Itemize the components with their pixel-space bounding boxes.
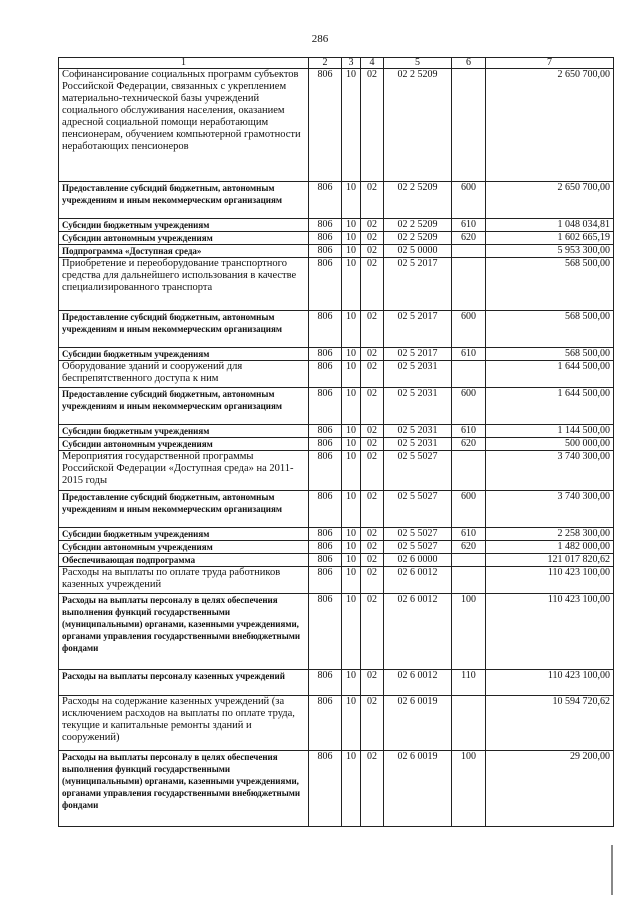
row-code-target: 02 5 0000 (384, 245, 452, 258)
row-code-target: 02 6 0000 (384, 554, 452, 567)
row-amount: 10 594 720,62 (486, 696, 614, 751)
col-header-2: 2 (309, 58, 342, 69)
row-code-section: 10 (342, 696, 361, 751)
row-code-target: 02 5 2017 (384, 311, 452, 348)
row-code-target: 02 6 0012 (384, 670, 452, 696)
row-amount: 2 258 300,00 (486, 528, 614, 541)
table-header-row (59, 58, 614, 69)
row-name: Подпрограмма «Доступная среда» (59, 245, 309, 258)
row-code-expense-type: 620 (452, 541, 486, 554)
row-code-expense-type: 100 (452, 751, 486, 827)
row-amount: 1 048 034,81 (486, 219, 614, 232)
row-code-ministry: 806 (309, 348, 342, 361)
row-code-expense-type: 600 (452, 491, 486, 528)
row-code-subsection: 02 (361, 594, 384, 670)
row-code-ministry: 806 (309, 388, 342, 425)
table-row (59, 311, 614, 348)
row-amount: 2 650 700,00 (486, 182, 614, 219)
col-header-1: 1 (59, 58, 309, 69)
table-row (59, 182, 614, 219)
table-row (59, 425, 614, 438)
table-body (59, 69, 614, 827)
row-name: Софинансирование социальных программ субъектов Российской Федерации, связанных с укреплением материально-технической базы учреждений социального обслуживания населения, оказанием адресной социальной помощи неработающим пенсионерам, обучением компьютерной грамотности неработающих пенсионеров (59, 69, 309, 182)
row-code-target: 02 6 0019 (384, 696, 452, 751)
row-code-target: 02 5 2031 (384, 425, 452, 438)
row-code-section: 10 (342, 388, 361, 425)
page-number: 286 (311, 33, 329, 45)
row-code-section: 10 (342, 311, 361, 348)
row-amount: 29 200,00 (486, 751, 614, 827)
row-code-expense-type: 600 (452, 311, 486, 348)
row-amount: 568 500,00 (486, 258, 614, 311)
row-name: Расходы на содержание казенных учреждений (за исключением расходов на выплаты по оплате труда, текущие и капитальные ремонты зданий и сооружений) (59, 696, 309, 751)
row-code-subsection: 02 (361, 554, 384, 567)
table-row (59, 69, 614, 182)
row-code-subsection: 02 (361, 567, 384, 594)
row-code-section: 10 (342, 541, 361, 554)
row-code-section: 10 (342, 219, 361, 232)
row-code-ministry: 806 (309, 567, 342, 594)
row-code-section: 10 (342, 245, 361, 258)
row-code-subsection: 02 (361, 670, 384, 696)
row-name: Мероприятия государственной программы Российской Федерации «Доступная среда» на 2011-2015 годы (59, 451, 309, 491)
table-row (59, 541, 614, 554)
table-row (59, 554, 614, 567)
row-code-target: 02 5 5027 (384, 451, 452, 491)
row-code-section: 10 (342, 491, 361, 528)
row-code-section: 10 (342, 670, 361, 696)
table-row (59, 751, 614, 827)
row-code-expense-type (452, 567, 486, 594)
row-amount: 5 953 300,00 (486, 245, 614, 258)
row-code-ministry: 806 (309, 258, 342, 311)
row-name: Субсидии бюджетным учреждениям (59, 219, 309, 232)
row-name: Оборудование зданий и сооружений для беспрепятственного доступа к ним (59, 361, 309, 388)
row-code-subsection: 02 (361, 388, 384, 425)
row-code-ministry: 806 (309, 438, 342, 451)
row-code-ministry: 806 (309, 751, 342, 827)
row-code-target: 02 5 5027 (384, 491, 452, 528)
row-code-section: 10 (342, 567, 361, 594)
row-amount: 1 644 500,00 (486, 361, 614, 388)
row-code-target: 02 2 5209 (384, 69, 452, 182)
row-code-expense-type: 600 (452, 182, 486, 219)
row-amount: 1 482 000,00 (486, 541, 614, 554)
row-code-subsection: 02 (361, 751, 384, 827)
row-code-target: 02 5 2017 (384, 258, 452, 311)
row-code-target: 02 6 0019 (384, 751, 452, 827)
row-code-ministry: 806 (309, 491, 342, 528)
row-name: Обеспечивающая подпрограмма (59, 554, 309, 567)
table-row (59, 594, 614, 670)
row-code-section: 10 (342, 361, 361, 388)
table-row (59, 528, 614, 541)
row-name: Субсидии автономным учреждениям (59, 438, 309, 451)
row-code-subsection: 02 (361, 361, 384, 388)
row-code-expense-type: 610 (452, 348, 486, 361)
col-header-5: 5 (384, 58, 452, 69)
row-code-ministry: 806 (309, 670, 342, 696)
row-code-ministry: 806 (309, 541, 342, 554)
row-name: Субсидии бюджетным учреждениям (59, 528, 309, 541)
row-code-ministry: 806 (309, 554, 342, 567)
row-code-ministry: 806 (309, 594, 342, 670)
row-code-expense-type: 600 (452, 388, 486, 425)
row-code-target: 02 2 5209 (384, 182, 452, 219)
row-code-subsection: 02 (361, 528, 384, 541)
row-amount: 1 602 665,19 (486, 232, 614, 245)
row-code-target: 02 5 2017 (384, 348, 452, 361)
row-code-target: 02 5 2031 (384, 438, 452, 451)
row-code-subsection: 02 (361, 348, 384, 361)
row-code-section: 10 (342, 348, 361, 361)
col-header-7: 7 (486, 58, 614, 69)
row-code-expense-type (452, 69, 486, 182)
row-code-target: 02 5 2031 (384, 388, 452, 425)
row-code-section: 10 (342, 751, 361, 827)
row-code-ministry: 806 (309, 232, 342, 245)
row-code-subsection: 02 (361, 311, 384, 348)
row-code-subsection: 02 (361, 451, 384, 491)
row-code-expense-type (452, 258, 486, 311)
row-code-expense-type (452, 361, 486, 388)
row-amount: 3 740 300,00 (486, 491, 614, 528)
row-code-section: 10 (342, 182, 361, 219)
row-code-ministry: 806 (309, 528, 342, 541)
table-row (59, 348, 614, 361)
row-amount: 1 144 500,00 (486, 425, 614, 438)
row-name: Предоставление субсидий бюджетным, автономным учреждениям и иным некоммерческим организациям (59, 491, 309, 528)
row-code-target: 02 2 5209 (384, 219, 452, 232)
row-amount: 110 423 100,00 (486, 670, 614, 696)
row-code-expense-type (452, 554, 486, 567)
row-name: Субсидии автономным учреждениям (59, 232, 309, 245)
row-code-section: 10 (342, 425, 361, 438)
row-code-target: 02 2 5209 (384, 232, 452, 245)
table-row (59, 491, 614, 528)
row-name: Расходы на выплаты персоналу в целях обеспечения выполнения функций государственными (муниципальными) органами, казенными учреждениями, органами управления государственными внебюджетными фондами (59, 751, 309, 827)
row-code-subsection: 02 (361, 258, 384, 311)
row-amount: 2 650 700,00 (486, 69, 614, 182)
row-amount: 110 423 100,00 (486, 594, 614, 670)
row-code-subsection: 02 (361, 438, 384, 451)
row-code-target: 02 5 2031 (384, 361, 452, 388)
row-amount: 568 500,00 (486, 311, 614, 348)
col-header-4: 4 (361, 58, 384, 69)
row-code-subsection: 02 (361, 245, 384, 258)
table-row (59, 670, 614, 696)
table-row (59, 219, 614, 232)
row-name: Субсидии бюджетным учреждениям (59, 348, 309, 361)
row-amount: 568 500,00 (486, 348, 614, 361)
row-amount: 110 423 100,00 (486, 567, 614, 594)
table-row (59, 245, 614, 258)
margin-mark (611, 845, 613, 895)
row-name: Предоставление субсидий бюджетным, автономным учреждениям и иным некоммерческим организациям (59, 388, 309, 425)
row-code-subsection: 02 (361, 696, 384, 751)
row-name: Расходы на выплаты персоналу казенных учреждений (59, 670, 309, 696)
col-header-3: 3 (342, 58, 361, 69)
row-code-target: 02 6 0012 (384, 594, 452, 670)
row-code-subsection: 02 (361, 232, 384, 245)
row-code-target: 02 6 0012 (384, 567, 452, 594)
row-code-expense-type: 110 (452, 670, 486, 696)
row-code-ministry: 806 (309, 311, 342, 348)
table-row (59, 232, 614, 245)
row-code-subsection: 02 (361, 491, 384, 528)
row-code-section: 10 (342, 258, 361, 311)
table-row (59, 438, 614, 451)
row-code-ministry: 806 (309, 219, 342, 232)
row-code-section: 10 (342, 232, 361, 245)
table-row (59, 451, 614, 491)
row-name: Предоставление субсидий бюджетным, автономным учреждениям и иным некоммерческим организациям (59, 311, 309, 348)
row-name: Субсидии автономным учреждениям (59, 541, 309, 554)
row-code-expense-type (452, 696, 486, 751)
row-code-expense-type: 620 (452, 232, 486, 245)
row-code-section: 10 (342, 528, 361, 541)
row-amount: 121 017 820,62 (486, 554, 614, 567)
table-row (59, 567, 614, 594)
row-code-section: 10 (342, 438, 361, 451)
row-name: Расходы на выплаты персоналу в целях обеспечения выполнения функций государственными (муниципальными) органами, казенными учреждениями, органами управления государственными внебюджетными фондами (59, 594, 309, 670)
row-amount: 3 740 300,00 (486, 451, 614, 491)
row-code-subsection: 02 (361, 182, 384, 219)
row-code-section: 10 (342, 594, 361, 670)
row-name: Субсидии бюджетным учреждениям (59, 425, 309, 438)
row-code-ministry: 806 (309, 245, 342, 258)
row-code-subsection: 02 (361, 219, 384, 232)
row-name: Приобретение и переоборудование транспортного средства для дальнейшего использования в качестве специализированного транспорта (59, 258, 309, 311)
row-code-subsection: 02 (361, 69, 384, 182)
row-code-target: 02 5 5027 (384, 528, 452, 541)
row-code-expense-type: 610 (452, 425, 486, 438)
row-code-ministry: 806 (309, 69, 342, 182)
row-code-section: 10 (342, 69, 361, 182)
row-amount: 500 000,00 (486, 438, 614, 451)
row-code-ministry: 806 (309, 451, 342, 491)
row-code-target: 02 5 5027 (384, 541, 452, 554)
row-amount: 1 644 500,00 (486, 388, 614, 425)
row-code-ministry: 806 (309, 696, 342, 751)
row-code-expense-type: 620 (452, 438, 486, 451)
table-row (59, 361, 614, 388)
budget-table (58, 57, 614, 827)
row-name: Расходы на выплаты по оплате труда работников казенных учреждений (59, 567, 309, 594)
row-code-subsection: 02 (361, 425, 384, 438)
row-code-expense-type: 100 (452, 594, 486, 670)
table-row (59, 388, 614, 425)
row-code-expense-type: 610 (452, 528, 486, 541)
row-code-ministry: 806 (309, 182, 342, 219)
row-code-ministry: 806 (309, 361, 342, 388)
row-code-section: 10 (342, 554, 361, 567)
col-header-6: 6 (452, 58, 486, 69)
table-row (59, 696, 614, 751)
row-code-expense-type (452, 451, 486, 491)
row-code-ministry: 806 (309, 425, 342, 438)
row-code-section: 10 (342, 451, 361, 491)
row-code-subsection: 02 (361, 541, 384, 554)
row-name: Предоставление субсидий бюджетным, автономным учреждениям и иным некоммерческим организациям (59, 182, 309, 219)
row-code-expense-type: 610 (452, 219, 486, 232)
table-row (59, 258, 614, 311)
row-code-expense-type (452, 245, 486, 258)
